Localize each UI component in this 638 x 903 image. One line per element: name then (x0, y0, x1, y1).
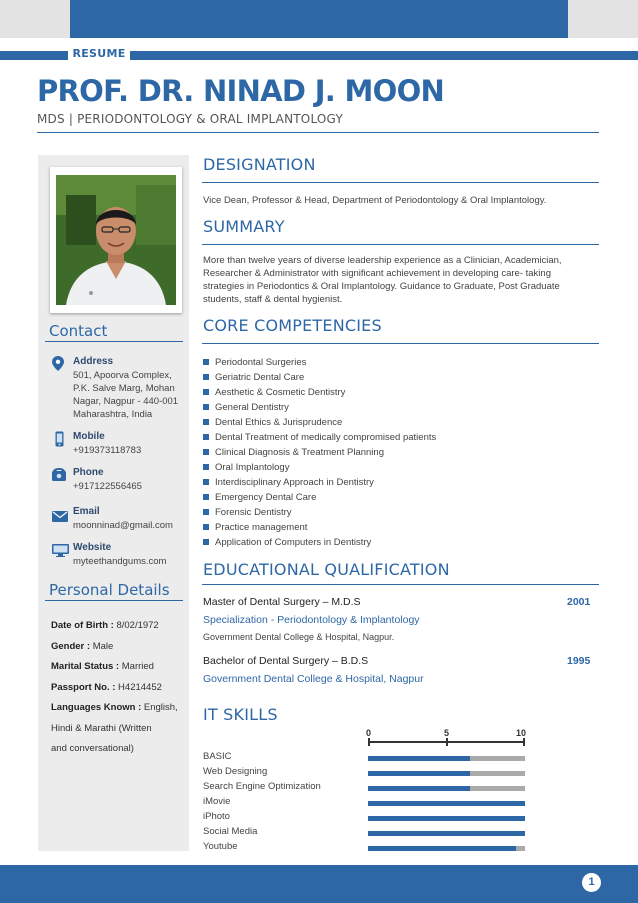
bullet-square-icon (203, 494, 209, 500)
competency-text: Clinical Diagnosis & Treatment Planning (215, 447, 384, 458)
edu-degree-1: Master of Dental Surgery – M.D.S (203, 596, 361, 608)
profile-photo (56, 175, 176, 305)
education-title: EDUCATIONAL QUALIFICATION (203, 560, 450, 579)
marital-row (51, 657, 178, 678)
summary-line-1: More than twelve years of diverse leadership experience as a Clinician, Academician, (203, 255, 562, 266)
bullet-square-icon (203, 404, 209, 410)
person-subtitle: MDS | PERIODONTOLOGY & ORAL IMPLANTOLOGY (37, 112, 343, 126)
dob-row (51, 616, 178, 637)
competency-text: Periodontal Surgeries (215, 357, 307, 368)
list-item (203, 460, 436, 475)
title-divider (37, 132, 599, 133)
skill-row (203, 826, 533, 841)
scale-tick-0 (368, 738, 370, 746)
skill-row (203, 751, 533, 766)
designation-rule (202, 182, 599, 183)
address-pin-icon (52, 356, 64, 376)
list-item (203, 370, 436, 385)
resume-rule-right (130, 51, 638, 60)
skill-bar (368, 831, 525, 836)
skill-row (203, 766, 533, 781)
competency-text: General Dentistry (215, 402, 289, 413)
bullet-square-icon (203, 389, 209, 395)
competency-text: Interdisciplinary Approach in Dentistry (215, 477, 374, 488)
competency-text: Forensic Dentistry (215, 507, 292, 518)
skill-name: iPhoto (203, 811, 230, 822)
scale-tick-5 (446, 738, 448, 746)
summary-line-2: Researcher & Administrator with significant achievement in developing care- taking (203, 268, 551, 279)
skill-name: Search Engine Optimization (203, 781, 321, 792)
person-name: PROF. DR. NINAD J. MOON (37, 74, 445, 108)
skill-row (203, 781, 533, 796)
skill-row (203, 811, 533, 826)
top-band-left (0, 0, 70, 38)
contact-title: Contact (49, 322, 108, 340)
bullet-square-icon (203, 419, 209, 425)
skill-row (203, 841, 533, 856)
email-value[interactable]: moonninad@gmail.com (73, 520, 173, 531)
phone-icon (52, 467, 66, 486)
summary-title: SUMMARY (203, 217, 285, 236)
list-item (203, 445, 436, 460)
footer-bar (0, 865, 638, 903)
bullet-square-icon (203, 449, 209, 455)
designation-title: DESIGNATION (203, 155, 316, 174)
dob-value: 8/02/1972 (116, 620, 159, 631)
skill-name: iMovie (203, 796, 231, 807)
bullet-square-icon (203, 509, 209, 515)
education-rule (202, 584, 599, 585)
address-line-3: Nagar, Nagpur - 440-001 (73, 396, 179, 407)
skill-bar (368, 771, 525, 776)
mobile-value: +919373118783 (73, 445, 142, 456)
bullet-square-icon (203, 524, 209, 530)
skill-bar-fill (368, 801, 525, 806)
skill-bar-fill (368, 831, 525, 836)
address-line-1: 501, Apoorva Complex, (73, 370, 172, 381)
bullet-square-icon (203, 539, 209, 545)
personal-details-rule (45, 600, 183, 601)
competency-text: Application of Computers in Dentistry (215, 537, 372, 548)
languages-row (51, 698, 178, 719)
list-item (203, 385, 436, 400)
languages-row-3: and conversational) (51, 743, 134, 754)
top-band (0, 0, 638, 38)
website-label: Website (73, 542, 112, 553)
summary-line-4: students, staff & dental hygienist. (203, 294, 343, 305)
designation-text: Vice Dean, Professor & Head, Department of Periodontology & Oral Implantology. (203, 195, 547, 206)
contact-rule (45, 341, 183, 342)
mobile-label: Mobile (73, 431, 105, 442)
skill-bar (368, 756, 525, 761)
list-item (203, 520, 436, 535)
bullet-square-icon (203, 479, 209, 485)
competency-text: Dental Ethics & Jurisprudence (215, 417, 343, 428)
skill-bar-fill (368, 771, 470, 776)
scale-label-10: 10 (516, 728, 527, 738)
skill-bar-fill (368, 786, 470, 791)
personal-details (51, 616, 178, 760)
it-skills-title: IT SKILLS (203, 705, 278, 724)
competency-text: Geriatric Dental Care (215, 372, 305, 383)
languages-label: Languages Known : (51, 702, 144, 713)
skill-name: Social Media (203, 826, 258, 837)
gender-row (51, 637, 178, 658)
scale-tick-10 (523, 738, 525, 746)
languages-value-1: English, (143, 702, 178, 713)
passport-row (51, 678, 178, 699)
email-label: Email (73, 506, 100, 517)
skill-name: Youtube (203, 841, 238, 852)
skill-bar-fill (368, 846, 516, 851)
skill-bar-fill (368, 756, 470, 761)
gender-value: Male (92, 640, 114, 652)
competency-text: Dental Treatment of medically compromised patients (215, 432, 437, 443)
bullet-square-icon (203, 359, 209, 365)
website-monitor-icon (52, 544, 69, 562)
phone-label: Phone (73, 467, 104, 478)
email-icon (52, 509, 68, 527)
bullet-square-icon (203, 434, 209, 440)
competency-text: Aesthetic & Cosmetic Dentistry (215, 387, 346, 398)
list-item (203, 355, 436, 370)
skill-bar (368, 816, 525, 821)
marital-label: Marital Status : (51, 661, 122, 672)
list-item (203, 475, 436, 490)
marital-value: Married (121, 661, 154, 672)
competencies-list (203, 355, 436, 550)
list-item (203, 400, 436, 415)
skill-name: BASIC (203, 751, 232, 762)
skill-row (203, 796, 533, 811)
top-band-center (70, 0, 568, 38)
competencies-title: CORE COMPETENCIES (203, 316, 382, 335)
personal-details-title: Personal Details (49, 581, 170, 599)
website-value[interactable]: myteethandgums.com (73, 556, 167, 567)
skill-bar (368, 801, 525, 806)
passport-label: Passport No. : (51, 681, 119, 693)
edu-specialization-1: Specialization - Periodontology & Implantology (203, 614, 420, 626)
competencies-rule (202, 343, 599, 344)
phone-value: +917122556465 (73, 481, 142, 492)
address-line-2: P.K. Salve Marg, Mohan (73, 383, 175, 394)
skill-bar-fill (368, 816, 525, 821)
edu-specialization-2: Government Dental College & Hospital, Nagpur (203, 673, 424, 685)
gender-label: Gender : (51, 640, 93, 652)
list-item (203, 415, 436, 430)
profile-photo-frame (50, 167, 182, 313)
edu-degree-2: Bachelor of Dental Surgery – B.D.S (203, 655, 369, 667)
resume-rule-left (0, 51, 68, 60)
resume-label: RESUME (72, 47, 126, 60)
edu-year-1: 2001 (567, 596, 591, 608)
list-item (203, 430, 436, 445)
edu-institution-1: Government Dental College & Hospital, Nagpur. (203, 632, 395, 642)
bullet-square-icon (203, 374, 209, 380)
competency-text: Oral Implantology (215, 462, 290, 473)
summary-rule (202, 244, 599, 245)
address-line-4: Maharashtra, India (73, 409, 153, 420)
dob-label: Date of Birth : (51, 620, 117, 631)
top-band-right (568, 0, 638, 38)
languages-row-2: Hindi & Marathi (Written (51, 722, 152, 734)
address-label: Address (73, 356, 114, 367)
scale-label-5: 5 (444, 728, 450, 738)
list-item (203, 535, 436, 550)
scale-label-0: 0 (366, 728, 372, 738)
skill-bar (368, 846, 525, 851)
list-item (203, 505, 436, 520)
page-number-badge: 1 (582, 873, 601, 892)
skill-name: Web Designing (203, 766, 268, 777)
bullet-square-icon (203, 464, 209, 470)
list-item (203, 490, 436, 505)
passport-value: H4214452 (118, 681, 162, 693)
skill-bar (368, 786, 525, 791)
mobile-phone-icon (55, 431, 64, 452)
summary-text (203, 254, 562, 306)
summary-line-3: strategies in Periodontics & Oral Implantology. Guidance to Graduate, Post Graduate (203, 281, 560, 292)
competency-text: Practice management (215, 522, 308, 533)
edu-year-2: 1995 (567, 655, 591, 667)
competency-text: Emergency Dental Care (215, 492, 317, 503)
